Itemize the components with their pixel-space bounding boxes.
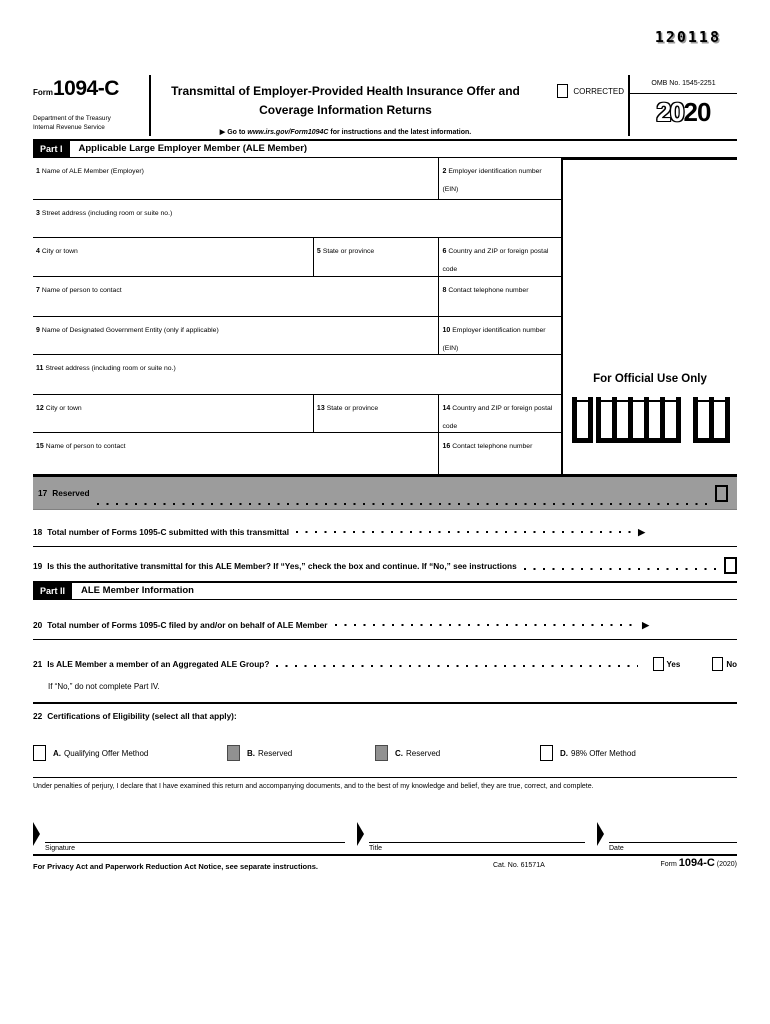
right-arrow-icon: ▶	[642, 619, 649, 630]
official-use-boxes	[572, 397, 737, 443]
field-6-country-zip[interactable]: 6 Country and ZIP or foreign postal code	[438, 238, 561, 276]
field-12-city[interactable]: 12 City or town	[36, 405, 82, 413]
option-b: B. Reserved	[227, 745, 292, 761]
part1-header	[33, 139, 737, 158]
line21-row	[33, 657, 737, 671]
title-arrow-icon	[357, 822, 364, 846]
line17-number: 17	[38, 488, 48, 499]
form-number-block	[33, 75, 151, 136]
line20-label: Total number of Forms 1095-C filed by and/or on behalf of ALE Member	[47, 620, 328, 631]
catalog-number: Cat. No. 61571A	[493, 862, 545, 870]
line19-label: Is this the authoritative transmittal for this ALE Member? If “Yes,” check the box and continue. If “No,” see instructions	[47, 560, 517, 571]
field-16-contact-phone[interactable]: 16 Contact telephone number	[438, 433, 561, 474]
line18-row	[33, 527, 737, 547]
line21-number: 21	[33, 659, 43, 670]
dot-leader	[276, 665, 637, 667]
option-b-checkbox[interactable]	[227, 745, 240, 761]
signature-row	[33, 820, 737, 854]
table-row	[33, 158, 561, 200]
table-row	[33, 317, 561, 355]
goto-instructions: ▶ Go to www.irs.gov/Form1094C for instructions and the latest information.	[219, 129, 472, 137]
table-row	[33, 433, 561, 474]
field-2-ein[interactable]: 2 Employer identification number (EIN)	[438, 158, 561, 199]
omb-number: OMB No. 1545-2251	[630, 75, 737, 94]
official-use-title: For Official Use Only	[593, 373, 707, 386]
line18-number: 18	[33, 527, 43, 538]
form-title: Transmittal of Employer-Provided Health Insurance Offer and Coverage Information Returns	[171, 84, 520, 117]
right-arrow-icon: ▶	[219, 129, 226, 137]
title-field[interactable]	[369, 827, 585, 843]
right-arrow-icon: ▶	[638, 526, 645, 537]
line22-header	[33, 704, 737, 721]
footer-form-id: Form 1094-C (2020)	[660, 857, 737, 870]
part1-body	[33, 158, 737, 474]
omb-year-block	[628, 75, 737, 136]
line22-label: Certifications of Eligibility (select all that apply):	[47, 711, 237, 722]
line17-label: Reserved	[52, 488, 90, 499]
yes-option	[653, 657, 681, 671]
perjury-statement: Under penalties of perjury, I declare that I have examined this return and accompanying documents, and to the best of my knowledge and belief, they are true, correct, and complete.	[33, 777, 737, 790]
line17-reserved-row	[33, 474, 737, 510]
irs-label: Internal Revenue Service	[33, 123, 105, 131]
corrected-label: CORRECTED	[573, 86, 624, 96]
dot-leader	[524, 568, 717, 570]
field-4-city[interactable]: 4 City or town	[36, 248, 78, 256]
irs-url: www.irs.gov/Form1094C	[247, 129, 329, 137]
line20-row	[33, 620, 737, 640]
signature-field[interactable]	[45, 827, 345, 843]
field-11-street-address[interactable]: 11 Street address (including room or suite no.)	[36, 365, 176, 373]
corrected-checkbox[interactable]	[557, 84, 568, 98]
field-13-state[interactable]: 13 State or province	[313, 395, 439, 432]
part1-label: Part I	[33, 141, 70, 157]
dot-leader	[335, 624, 636, 626]
table-row	[33, 238, 561, 277]
dot-leader	[296, 531, 631, 533]
signature-arrow-icon	[33, 822, 40, 846]
field-15-contact-name[interactable]: 15 Name of person to contact	[36, 443, 126, 451]
part1-table	[33, 158, 563, 474]
table-row	[33, 200, 561, 238]
page-footer	[33, 856, 737, 886]
part1-title: Applicable Large Employer Member (ALE Member)	[78, 143, 308, 155]
dot-leader	[97, 503, 708, 505]
field-10-ein[interactable]: 10 Employer identification number (EIN)	[438, 317, 561, 354]
option-c: C. Reserved	[375, 745, 440, 761]
no-option	[712, 657, 737, 671]
no-checkbox[interactable]	[712, 657, 723, 671]
form-number: 1094-C	[53, 77, 119, 100]
field-9-dge-name[interactable]: 9 Name of Designated Government Entity (only if applicable)	[36, 327, 219, 335]
line21-note: If “No,” do not complete Part IV.	[33, 671, 737, 704]
treasury-label: Department of the Treasury	[33, 115, 111, 122]
table-row	[33, 395, 561, 433]
official-use-box	[709, 397, 730, 443]
official-use-area	[563, 158, 737, 474]
date-segment	[597, 820, 737, 854]
title-segment	[357, 820, 585, 854]
field-5-state[interactable]: 5 State or province	[313, 238, 439, 276]
date-label: Date	[609, 845, 624, 853]
line21-label: Is ALE Member a member of an Aggregated ALE Group?	[47, 659, 270, 670]
option-a: A. Qualifying Offer Method	[33, 745, 148, 761]
form-word-label: Form	[33, 88, 53, 97]
date-field[interactable]	[609, 827, 737, 843]
line20-number: 20	[33, 620, 43, 631]
title-label: Title	[369, 845, 382, 853]
privacy-notice: For Privacy Act and Paperwork Reduction Act Notice, see separate instructions.	[33, 862, 318, 872]
line22-options	[33, 737, 737, 777]
option-c-checkbox[interactable]	[375, 745, 388, 761]
part2-label: Part II	[33, 583, 72, 599]
table-row	[33, 277, 561, 317]
field-7-contact-name[interactable]: 7 Name of person to contact	[36, 287, 122, 295]
line19-row	[33, 557, 737, 581]
line19-checkbox[interactable]	[724, 557, 737, 574]
no-label: No	[726, 659, 737, 669]
option-d-checkbox[interactable]	[540, 745, 553, 761]
date-arrow-icon	[597, 822, 604, 846]
option-a-checkbox[interactable]	[33, 745, 46, 761]
form-title-block	[151, 75, 628, 136]
line17-checkbox[interactable]	[715, 485, 728, 502]
part2-title: ALE Member Information	[81, 585, 194, 597]
part2-header	[33, 581, 737, 600]
form-header	[33, 75, 737, 136]
field-14-country-zip[interactable]: 14 Country and ZIP or foreign postal code	[438, 395, 561, 432]
line18-label: Total number of Forms 1095-C submitted with this transmittal	[47, 527, 290, 538]
field-3-street-address[interactable]: 3 Street address (including room or suite no.)	[36, 210, 173, 218]
yes-checkbox[interactable]	[653, 657, 664, 671]
signature-segment	[33, 820, 345, 854]
official-use-box	[572, 397, 593, 443]
yes-label: Yes	[666, 659, 681, 669]
tax-year: 20 20	[656, 96, 711, 127]
scan-code-number: 120118	[654, 28, 721, 46]
option-d: D. 98% Offer Method	[540, 745, 636, 761]
signature-label: Signature	[45, 845, 75, 853]
field-8-contact-phone[interactable]: 8 Contact telephone number	[438, 277, 561, 316]
line22-number: 22	[33, 711, 43, 722]
official-use-box	[660, 397, 681, 443]
table-row	[33, 355, 561, 395]
corrected-group	[557, 84, 624, 98]
field-1-name-of-ale-member[interactable]: 1 Name of ALE Member (Employer)	[36, 168, 144, 176]
line19-number: 19	[33, 560, 43, 571]
